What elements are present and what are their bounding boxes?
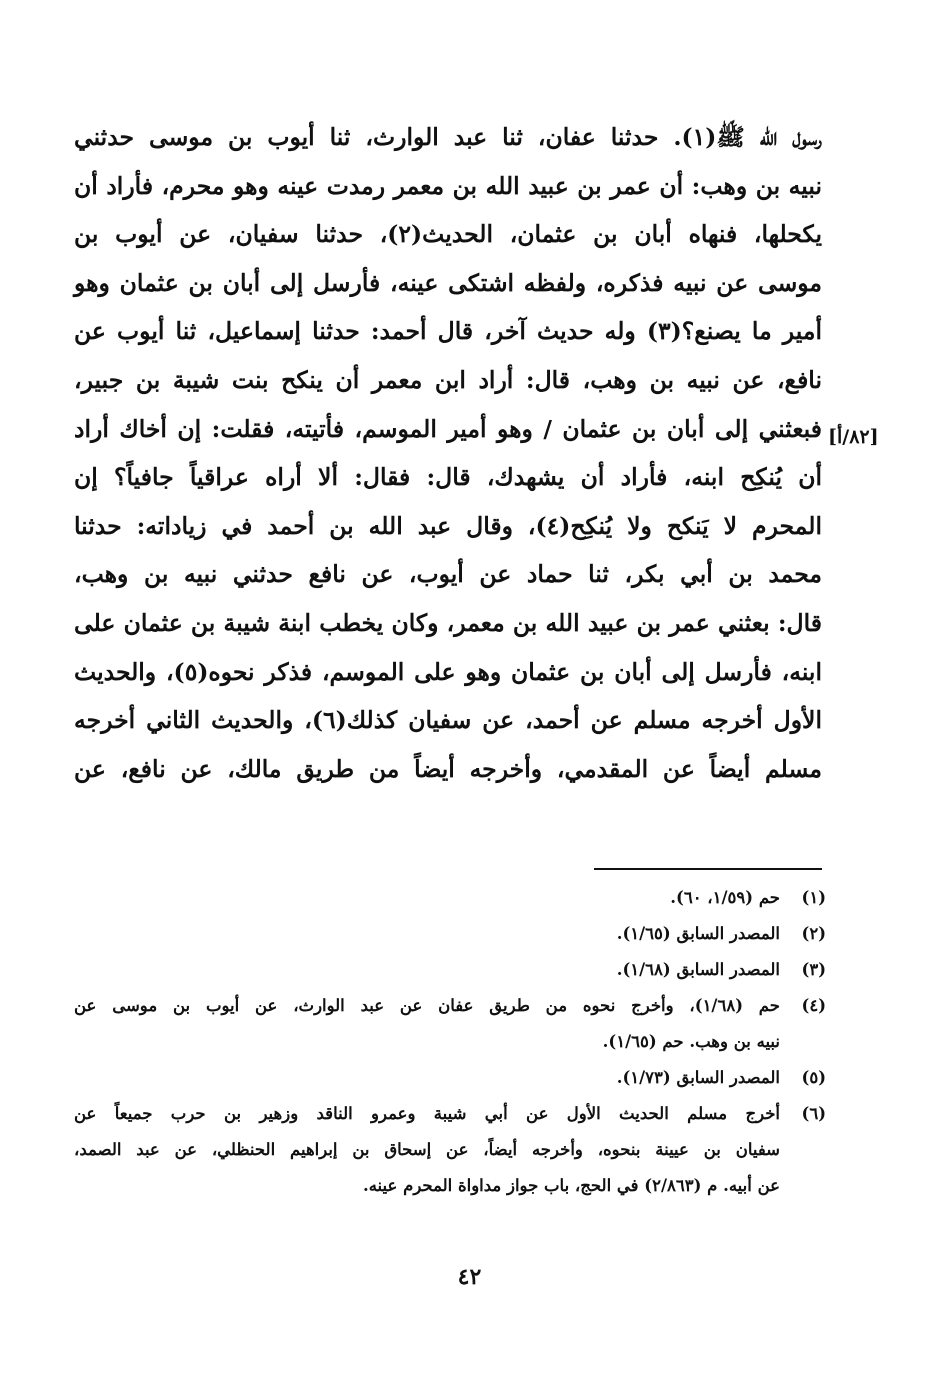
footnote-text: أخرج مسلم الحديث الأول عن أبي شيبة وعمرو الناقد وزهير بن حرب جميعاً عن	[74, 1104, 780, 1123]
footnote-text: نبيه بن وهب. حم (١/٦٥).	[602, 1032, 780, 1051]
footnote-5	[74, 1060, 826, 1096]
footnote-3	[74, 952, 826, 988]
footnote-number: (٥)	[801, 1068, 826, 1087]
footnote-text: حم (١/٦٨)، وأخرج نحوه من طريق عفان عن عبد الوارث، عن أيوب بن موسى عن	[74, 996, 780, 1015]
text-line: فبعثني إلى أبان بن عثمان / وهو أمير الموسم، فأتيته، فقلت: إن أخاك أراد	[74, 414, 822, 443]
footnote-6	[74, 1096, 826, 1204]
text-line: الأول أخرجه مسلم عن أحمد، عن سفيان كذلك(٦)، والحديث الثاني أخرجه	[74, 706, 822, 735]
text-line: أن يُنكِح ابنه، فأراد أن يشهدك، قال: فقال: ألا أراه عراقياً جافياً؟ إن	[74, 463, 822, 492]
text-line: المحرم لا يَنكح ولا يُنكِح(٤)، وقال عبد الله بن أحمد في زياداته: حدثنا	[74, 511, 822, 540]
text-line: رسول الله ﷺ(١). حدثنا عفان، ثنا عبد الوارث، ثنا أيوب بن موسى حدثني	[74, 123, 822, 151]
footnote-number: (٣)	[801, 960, 826, 979]
footnote-number: (٢)	[801, 924, 826, 943]
folio-margin-note: [٨٢/أ]	[828, 426, 879, 448]
text-line: أمير ما يصنع؟(٣) وله حديث آخر، قال أحمد: حدثنا إسماعيل، ثنا أيوب عن	[74, 317, 822, 346]
text-line: يكحلها، فنهاه أبان بن عثمان، الحديث(٢)، حدثنا سفيان، عن أيوب بن	[74, 220, 822, 249]
footnote-1	[74, 880, 826, 916]
footnote-number: (٤)	[801, 996, 826, 1015]
text-line: نافع، عن نبيه بن وهب، قال: أراد ابن معمر أن ينكح بنت شيبة بن جبير،	[74, 365, 822, 394]
footnotes	[74, 880, 826, 1204]
text-line: موسى عن نبيه فذكره، ولفظه اشتكى عينه، فأرسل إلى أبان بن عثمان وهو	[74, 268, 822, 297]
text-line: مسلم أيضاً عن المقدمي، وأخرجه أيضاً من طريق مالك، عن نافع، عن	[74, 754, 822, 783]
page-number: ٤٢	[457, 1264, 482, 1290]
footnote-2	[74, 916, 826, 952]
text-line: محمد بن أبي بكر، ثنا حماد عن أيوب، عن نافع حدثني نبيه بن وهب،	[74, 560, 822, 589]
text-line: ابنه، فأرسل إلى أبان بن عثمان وهو على الموسم، فذكر نحوه(٥)، والحديث	[74, 657, 822, 686]
footnote-text: المصدر السابق (١/٦٥).	[616, 924, 780, 943]
footnote-number: (١)	[801, 888, 826, 907]
footnote-text: حم (١/٥٩، ٦٠).	[670, 888, 780, 907]
footnote-number: (٦)	[801, 1104, 826, 1123]
footnote-text: عن أبيه. م (٢/٨٦٣) في الحج، باب جواز مداواة المحرم عينه.	[362, 1176, 780, 1195]
footnote-text: سفيان بن عيينة بنحوه، وأخرجه أيضاً، عن إسحاق بن إبراهيم الحنظلي، عن عبد الصمد،	[74, 1140, 780, 1159]
footnote-text: المصدر السابق (١/٧٣).	[616, 1068, 780, 1087]
footnote-separator	[594, 868, 822, 870]
main-text	[74, 113, 822, 793]
text-line: نبيه بن وهب: أن عمر بن عبيد الله بن معمر رمدت عينه وهو محرم، فأراد أن	[74, 171, 822, 200]
text-line: قال: بعثني عمر بن عبيد الله بن معمر، وكان يخطب ابنة شيبة بن عثمان على	[74, 608, 822, 637]
footnote-text: المصدر السابق (١/٦٨).	[616, 960, 780, 979]
footnote-4	[74, 988, 826, 1060]
